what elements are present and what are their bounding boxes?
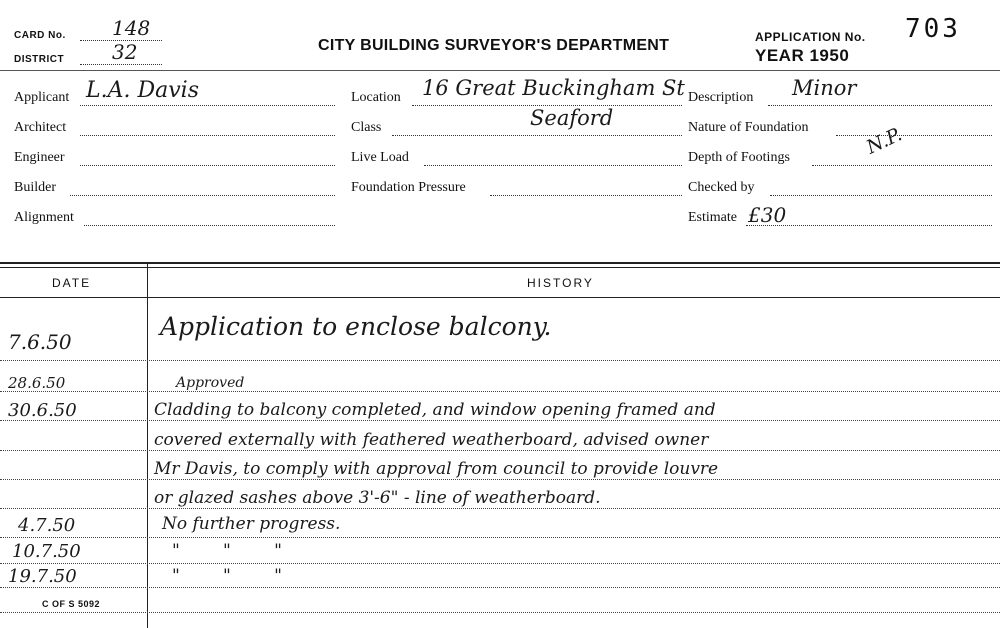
header-divider <box>0 70 1000 71</box>
row-date: 10.7.50 <box>12 541 81 562</box>
applicant-line <box>80 105 335 106</box>
engineer-label: Engineer <box>14 150 65 165</box>
row-text: Application to enclose balcony. <box>160 312 552 341</box>
row-text: Approved <box>176 375 245 391</box>
date-column-divider <box>147 262 148 628</box>
alignment-line <box>84 225 335 226</box>
date-header: DATE <box>52 276 92 290</box>
checked-by-label: Checked by <box>688 180 755 195</box>
class-line <box>392 135 682 136</box>
foundation-pressure-line <box>490 195 682 196</box>
ruled-line <box>0 391 1000 392</box>
nature-foundation-value: N.P. <box>863 123 906 159</box>
row-date: 19.7.50 <box>8 566 77 587</box>
ruled-line <box>0 508 1000 509</box>
ruled-line <box>0 587 1000 588</box>
application-number: 703 <box>905 14 961 44</box>
depth-footings-label: Depth of Footings <box>688 150 790 165</box>
district-label: DISTRICT <box>14 54 65 65</box>
live-load-line <box>424 165 682 166</box>
foundation-pressure-label: Foundation Pressure <box>351 180 466 195</box>
district-value: 32 <box>112 40 138 64</box>
ruled-line <box>0 563 1000 564</box>
builder-line <box>70 195 335 196</box>
class-label: Class <box>351 120 382 135</box>
depth-footings-line <box>812 165 992 166</box>
description-line <box>768 105 992 106</box>
row-date: 30.6.50 <box>8 400 77 421</box>
applicant-label: Applicant <box>14 90 70 105</box>
builder-label: Builder <box>14 180 56 195</box>
estimate-label: Estimate <box>688 210 737 225</box>
row-date: 28.6.50 <box>8 374 66 392</box>
location-value-2: Seaford <box>530 106 614 130</box>
table-top-rule-inner <box>0 267 1000 268</box>
nature-foundation-label: Nature of Foundation <box>688 120 809 135</box>
table-top-rule <box>0 262 1000 264</box>
card-no-value: 148 <box>112 16 151 40</box>
description-label: Description <box>688 90 754 105</box>
year: YEAR 1950 <box>755 46 850 65</box>
district-line <box>80 64 162 65</box>
alignment-label: Alignment <box>14 210 74 225</box>
row-text: " " " <box>172 566 282 586</box>
description-value: Minor <box>792 76 857 100</box>
row-text: or glazed sashes above 3'-6" - line of weatherboard. <box>154 488 601 508</box>
architect-line <box>80 135 335 136</box>
row-text: covered externally with feathered weatherboard, advised owner <box>154 430 709 450</box>
ruled-line <box>0 612 1000 613</box>
engineer-line <box>80 165 335 166</box>
row-date: 7.6.50 <box>8 330 72 354</box>
ruled-line <box>0 537 1000 538</box>
row-text: No further progress. <box>162 514 341 534</box>
architect-label: Architect <box>14 120 67 135</box>
row-text: Cladding to balcony completed, and window opening framed and <box>154 400 716 420</box>
history-header: HISTORY <box>527 276 594 290</box>
ruled-line <box>0 360 1000 361</box>
applicant-value: L.A. Davis <box>86 78 199 103</box>
header-bottom-rule <box>0 297 1000 298</box>
ruled-line <box>0 420 1000 421</box>
ruled-line <box>0 450 1000 451</box>
row-date: 4.7.50 <box>18 515 76 536</box>
checked-by-line <box>770 195 992 196</box>
application-label: APPLICATION No. <box>755 30 866 44</box>
nature-foundation-line <box>836 135 992 136</box>
department-title: CITY BUILDING SURVEYOR'S DEPARTMENT <box>318 37 670 54</box>
form-code: C OF S 5092 <box>42 599 101 609</box>
ruled-line <box>0 479 1000 480</box>
row-text: Mr Davis, to comply with approval from council to provide louvre <box>154 459 719 479</box>
row-text: " " " <box>172 541 282 561</box>
card-no-label: CARD No. <box>14 30 66 41</box>
location-value: 16 Great Buckingham St <box>422 76 685 100</box>
estimate-value: £30 <box>748 203 787 227</box>
location-label: Location <box>351 90 401 105</box>
live-load-label: Live Load <box>351 150 409 165</box>
